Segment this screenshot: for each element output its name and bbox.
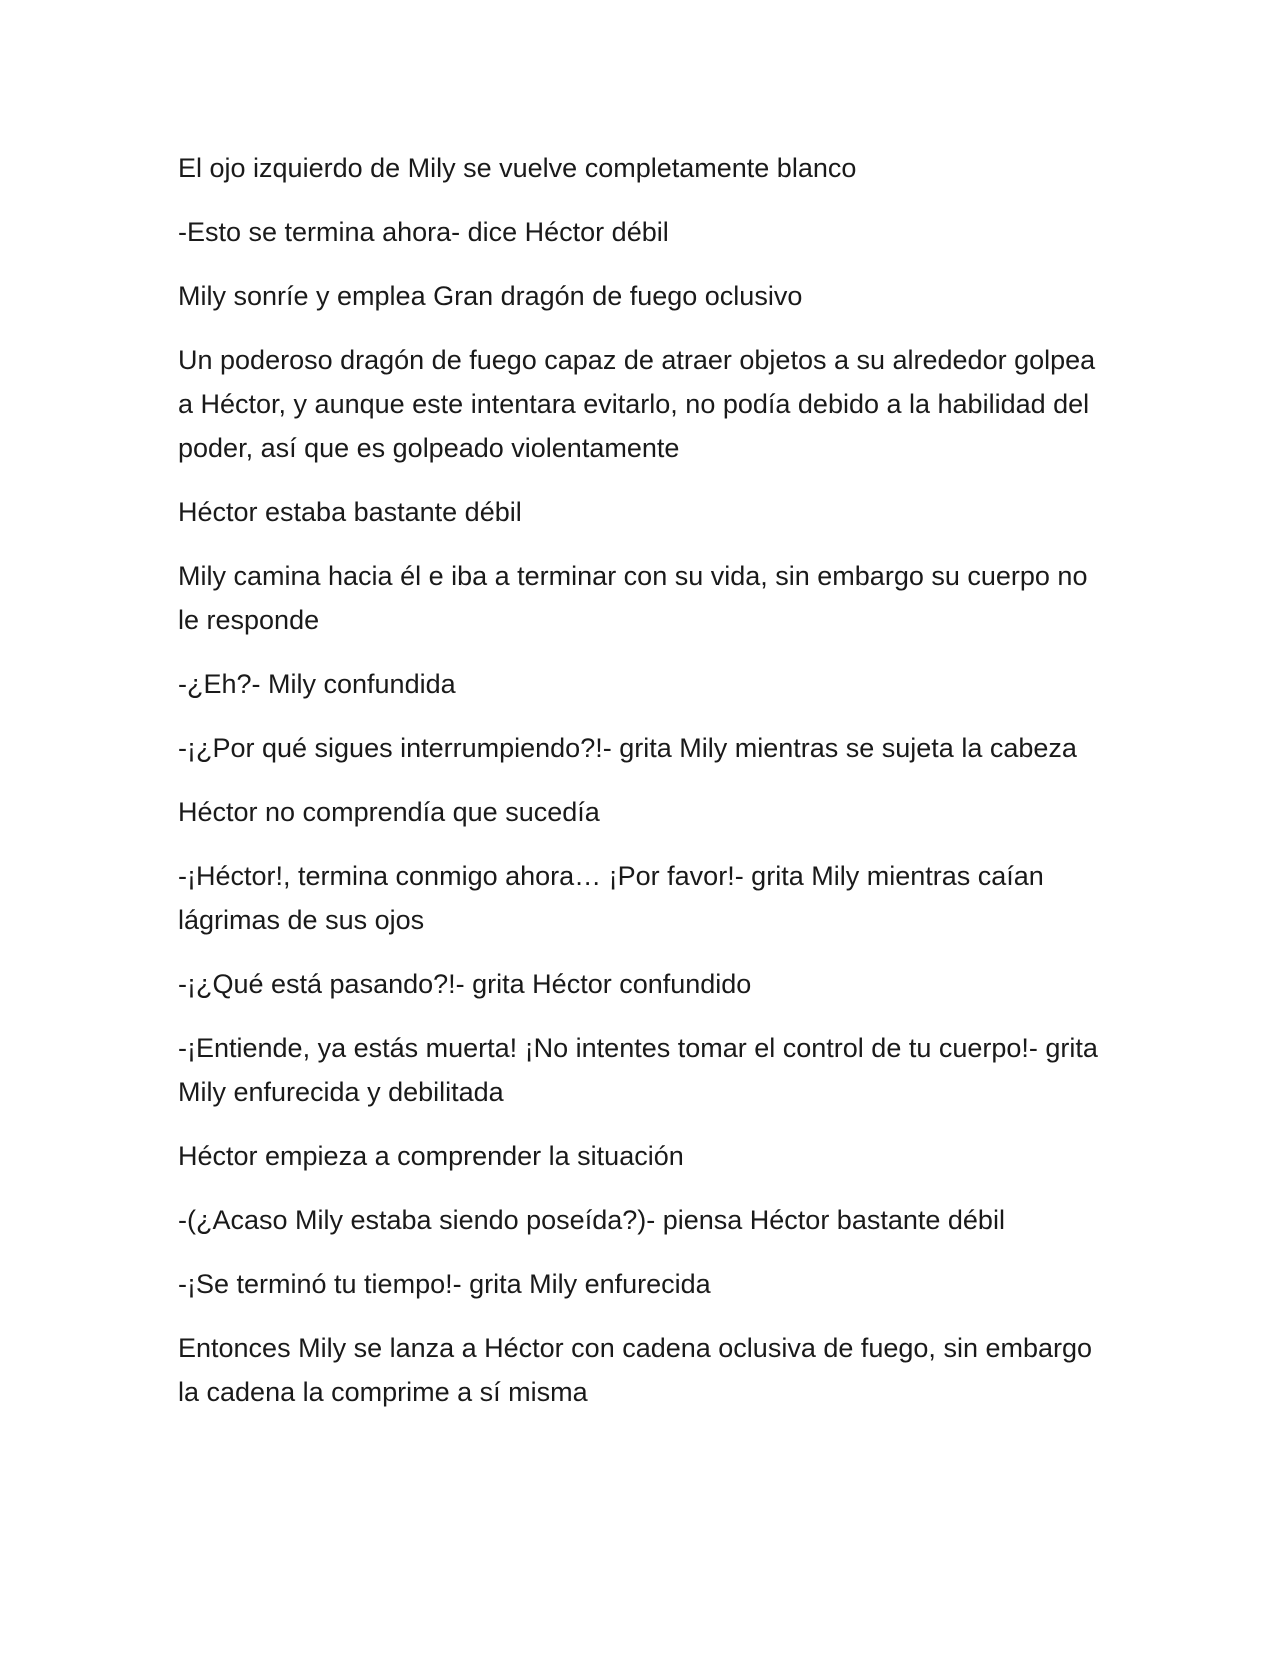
paragraph: -¿Eh?- Mily confundida — [178, 669, 456, 699]
paragraph: -(¿Acaso Mily estaba siendo poseída?)- piensa Héctor bastante débil — [178, 1205, 1005, 1235]
paragraph: El ojo izquierdo de Mily se vuelve completamente blanco — [178, 153, 857, 183]
paragraph: Héctor no comprendía que sucedía — [178, 797, 600, 827]
paragraph: Mily camina hacia él e iba a terminar con su vida, sin embargo su cuerpo no le responde — [178, 561, 1088, 635]
paragraph: -¡¿Por qué sigues interrumpiendo?!- grita Mily mientras se sujeta la cabeza — [178, 733, 1077, 763]
document-body — [178, 146, 1108, 1434]
paragraph: -Esto se termina ahora- dice Héctor débil — [178, 217, 669, 247]
paragraph: -¡Se terminó tu tiempo!- grita Mily enfurecida — [178, 1269, 711, 1299]
paragraph: Mily sonríe y emplea Gran dragón de fuego oclusivo — [178, 281, 803, 311]
paragraph: -¡Entiende, ya estás muerta! ¡No intentes tomar el control de tu cuerpo!- grita Mily enfurecida y debilitada — [178, 1033, 1098, 1107]
paragraph: Un poderoso dragón de fuego capaz de atraer objetos a su alrededor golpea a Héctor, y aunque este intentara evitarlo, no podía debido a la habilidad del poder, así que es golpeado violentamente — [178, 345, 1096, 463]
paragraph: Entonces Mily se lanza a Héctor con cadena oclusiva de fuego, sin embargo la cadena la comprime a sí misma — [178, 1333, 1093, 1407]
paragraph: Héctor estaba bastante débil — [178, 497, 522, 527]
paragraph: Héctor empieza a comprender la situación — [178, 1141, 684, 1171]
paragraph: -¡¿Qué está pasando?!- grita Héctor confundido — [178, 969, 752, 999]
paragraph: -¡Héctor!, termina conmigo ahora… ¡Por favor!- grita Mily mientras caían lágrimas de sus ojos — [178, 861, 1044, 935]
